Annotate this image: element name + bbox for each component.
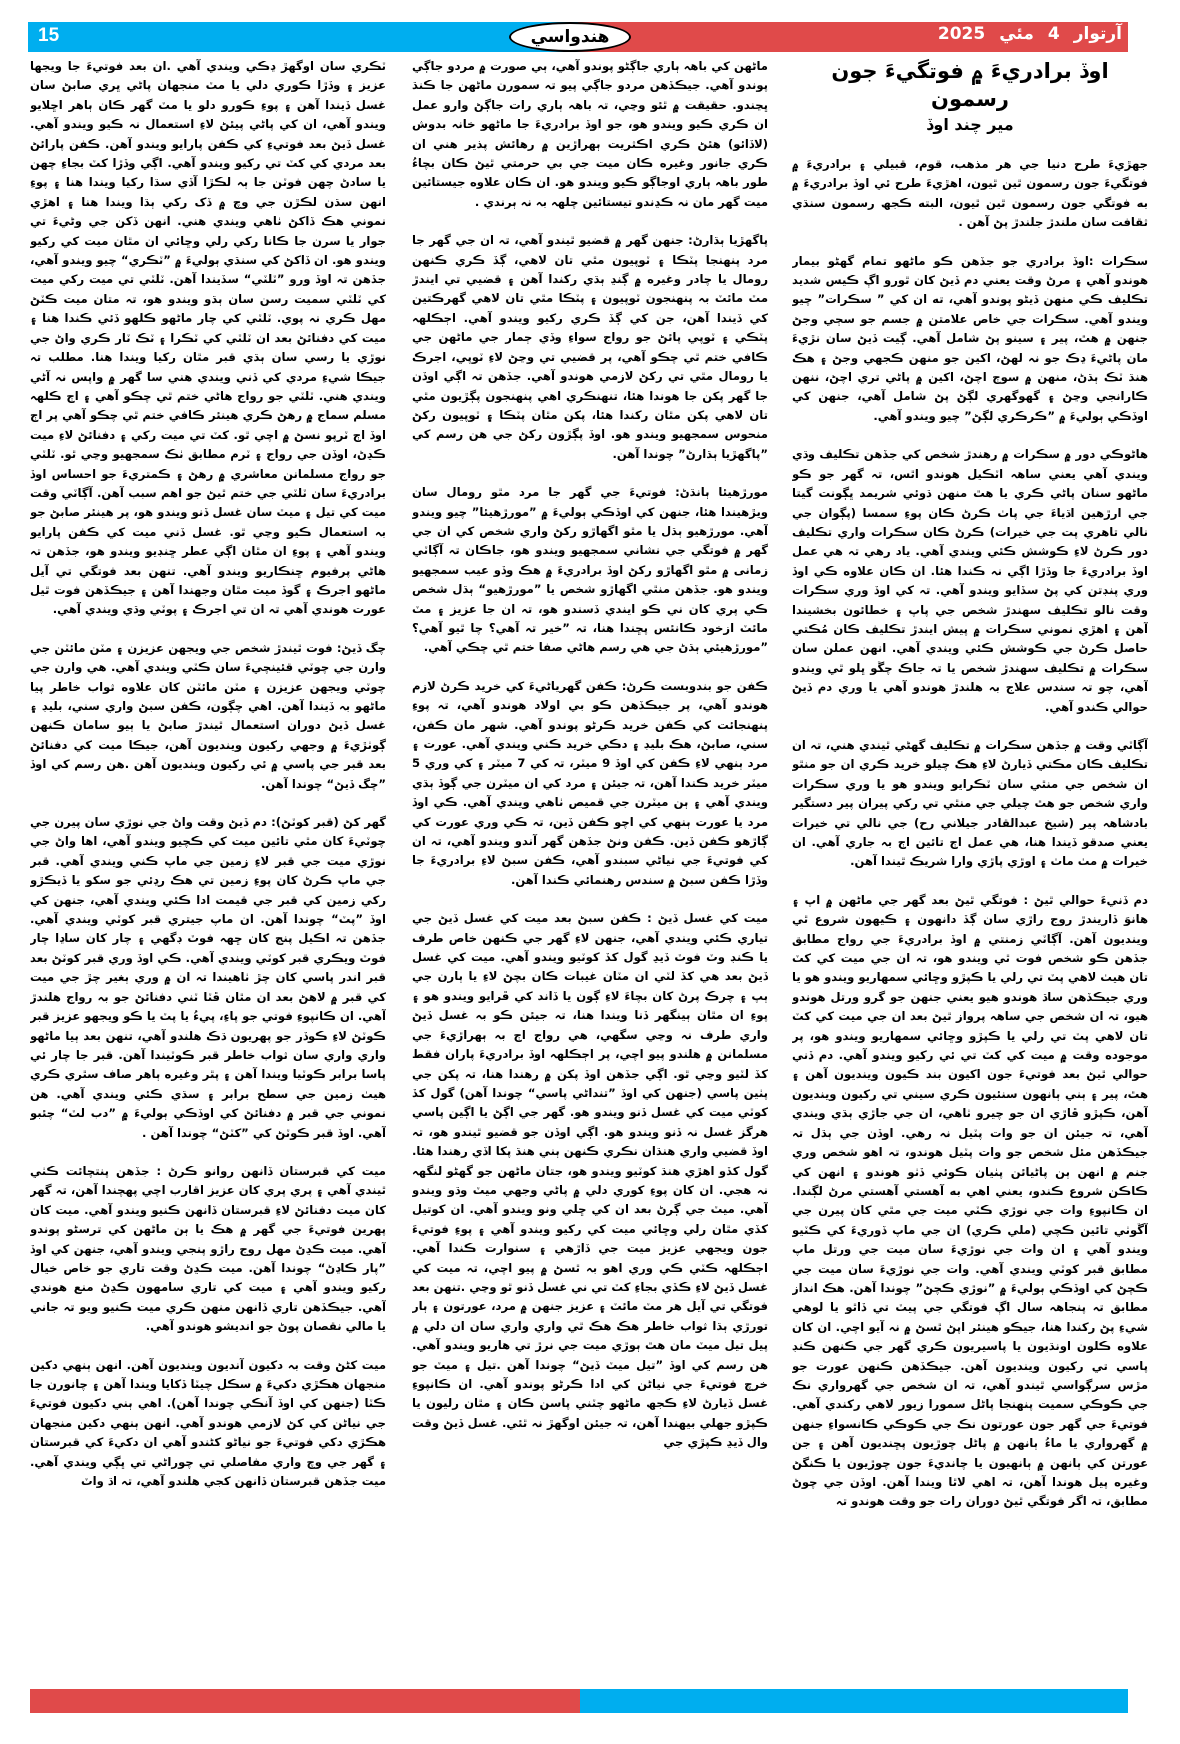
issue-year: 2025 bbox=[937, 24, 986, 44]
article-title: اوڏ برادريءَ ۾ فوتگيءَ جون رسمون bbox=[831, 59, 1109, 111]
header-red-segment bbox=[578, 22, 1128, 52]
page-number: 15 bbox=[38, 25, 60, 46]
issue-date-day: 4 bbox=[1047, 24, 1060, 44]
newspaper-logo: هندواسي bbox=[509, 22, 631, 52]
paragraph: سڪرات :اوڏ برادري جو جڏهن ڪو ماڻهو تمام گهڻو بيمار هوندو آهي ۽ مرڻ وقت يعني دم ڏيڻ کان ٿورو اڳ ڪيس شديد تڪليف ڪي منهن ڏيڻو پوندو آهي، ته ان کي ” سڪرات” چيو ويندو آهي. سڪرات جي خاص علامتن ۾ جسم جو سڄي وجڻ جنهن ۾ هٿ، پير ۽ سينو پڻ شامل آهي. ڳيت ڏيڻ سان نڙيءَ مان پاڻيءَ ڍڪ جو نہ لهڻ، اکين جو منهن ڪجهي وجڻ ۽ هڪ هنڌ ٽڪ ٻڌڻ، منهن ۾ سوڄ اچڻ، اکين ۾ پاڻي تري اچڻ، ننهن ڪارانجي وڃڻ ۽ گهوگهري لڳڻ پڻ شامل آهي، جنهن کي اوڏڪي ٻوليءَ ۾ ”ڪرڪري لڳڻ” چيو ويندو آهي. bbox=[792, 253, 1148, 423]
paragraph: هاڻوڪي دور ۾ سڪرات ۾ رهندڙ شخص کي جڏهن تڪليف وڌي ويندي آهي يعني ساهہ اٽڪيل هوندو اٿس، تہ گهر جو ڪو ماڻهو سنان پاڻي ڪري يا هٿ منهن ڌوئي شريمد ڀڳونت گيتا جي ارڙهين اڌياءَ جي پاٺ ڪرڻ ڪان پوءِ سمسا (پڳوان جي نالي تاهري پت جي خيرات) ڪرڻ ڪان سڪرات واري تڪليف دور ڪرڻ لاءِ ڪوشش ڪئي ويندي آهي. ياد رهي تہ هي عمل اوڏ برادريءَ جا وڏڙا اڳي نہ ڪندا هئا. ان ڪان علاوه ڪي اوڏ وري پنڊتن کي پڻ سڏايو ويندو آهي. تہ کي اوڏ وري سڪرات وقت نالو تڪليف سهندڙ شخص جي پاپ ۽ خطائون بخشيندا آهن ۽ اهڙي نموني سڪرات ۾ پيش ايندڙ تڪليف ڪان مُڪتي حاصل ڪرڻ جي ڪوشش ڪئي ويندي آهي. انهن عملن سان سڪرات ۾ تڪليف سهندڙ شخص يا تہ جاڪ چڱو ڀلو ٿي ويندو آهي، چو تہ سندس علاج بہ هلندڙ هوندو آهي يا وري دم ڏيڻ حوالي ڪندو آهي. bbox=[792, 447, 1148, 714]
article-author: مير چند اوڏ bbox=[926, 115, 1014, 134]
paragraph: ٽڪري سان اوگهڙ ڍڪي ويندي آهي .ان بعد فوتيءَ جا ويجها عزيز ۽ وڏڙا ڪوري دلي يا مٽ منجهان پاڻي ڀري صابڻ سان غسل ڏيندا آهن ۽ پوءِ ڪورو دلو يا مٽ گهر ڪان ٻاهر اڇلايو ويندو آهي، ان کي پاڻي پيئڻ لاءِ استعمال نہ ڪيو ويندو آهي. غسل ڏيڻ بعد فوتيءِ کي ڪفن پارايو ويندو آهن. ڪفن پارائڻ بعد مردي کي کٽ تي رکيو ويندو آهي. اڳي وڏڙا کٽ بجاءِ چهن يا سادڻ چهن فوٽن جا ٻہ لڪڙا آڏي سڌا رکيا ويندا هنا ۽ پوءِ انهن سڌن لڪڙن جي وچ ۾ ڏک رکي ٻڌا ويندا هنا ۽ اهڙي نموني هڪ ڏاکڻ ٺاهي ويندي هني. انهن ڏکن جي وڻيءَ تي جوار يا سرن جا ڪانا رکي رلي وڇائي ان مٿان ميت کي رکيو ويندو هو. ان ڏاکڻ کي سنڌي ٻوليءَ ۾ ”ٽڪري“ چيو ويندو آهي، جڏهن تہ اوڏ ورو ”ٽلٽي“ سڏيندا آهن. ٽلٽي تي ميت رکي ميت کي ٽلٽي سميت رسن سان ٻڌو ويندو هو، تہ متان ميت ڪٽڻ مهل ڪري نہ پوي. ٽلٽي کي چار ماڻهو ڪلهو ڏئي ڪندا هنا ۽ ميت کي دفنائڻ بعد ان ٽلٽي کي ٽڪرا ۽ ٽڪ ٽار ڪري واڻ جي نوڙي يا رسي سان ٻڌي قبر مٿان رکيا ويندا هنا. مطلب تہ جيڪا شيءِ مردي کي ڏني ويندي هني سا گهر ۾ واپس نہ آڻي ويندي هني. ٽلٽي جو رواج هاڻي ختم ٿي چڪو آهي ۽ اڄ ڪلهہ مسلم سماج ۾ رهڻ ڪري هينئر ڪافي ختم ٿي چڪو آهي پر اڄ اوڏ اڄ ٽرپو نسڻ ۾ اچي ٿو. کٽ تي ميت رکي ۽ دفنائڻ لاءِ ميت ڪڍڻ، اوڏن جي رواج ۽ ٽرم مطابق ٺڪ سمجهيو وڃي ٿو. ٽلٽي جو رواج مسلمانن معاشري ۾ رهڻ ۽ ڪمتريءَ جو احساس اوڏ برادريءَ سان ٽلٽي جي ختم ٿيڻ جو اهم سبب آهن. آڳاٽي وقت ميت کي تيل ۽ ميٽ سان غسل ڏنو ويندو هو، پر هينئر صابڻ جو بہ استعمال ڪيو وڃي ٿو. غسل ڏني ميت کي ڪفن پارايو ويندو آهي ۽ پوءِ ان مٿان اڳي عطر ڇنڊيو ويندو هو، جڏهن تہ هاڻي پرفيوم ڇنڪاريو ويندو آهي. تنهن بعد فوتگي تي آيل ماڻهو اجرڪ ۽ گوڏ ميت مٿان وجهندا آهن ۽ جيڪڏهن فوت ٿيل عورت هوندي آهي تہ ان تي اجرڪ ۽ پوٽي وڌي ويندي آهي. bbox=[30, 59, 386, 617]
paragraph: ميت کڻڻ وقت بہ دکيون آنديون وينديون آهن. انهن ٻنهي دکين منجهان هڪڙي دکيءَ ۾ سڪل چيٽا ڏکايا ويندا آهن ۽ چانورن جا ڪٽا (جنهن کي اوڏ آنڪي چوندا آهن). اهي ٻني دکيون فوتيءَ جي نياڻن کي کڻ لازمي هوندو آهي. انهن ٻنهي دکين منجهان هڪڙي دکي فوتيءَ جو نياڻو کڻندو آهي ان دکيءَ کي قبرستان ۽ گهر جي وچ واري مفاصلي تي چوراڻي تي ڀڳي ويندي آهي. ميت جڏهن قبرستان ڏانهن کجي هلندو آهي، تہ اڌ واٽ bbox=[30, 1357, 386, 1489]
footer-blue-segment bbox=[580, 1689, 1128, 1713]
paragraph: دم ڏنيءَ حوالي ٿيڻ : فوتگي ٿيڻ بعد گهر جي ماڻهن ۾ اپ ۽ هانوَ ڏاريندڙ روج راڙي سان ڳڏ دانهون ۽ ڪيهون شروع ٿي وينديون آهن. آڳاٽي زمنتي ۾ اوڏ برادريءَ جي رواج مطابق جڏهن ڪو شخص فوت ٿي ويندو هو، تہ ان جي ميت کي کٽ تان هيٺ لاهي پٽ تي رلي يا ڪپڙو وڇائي سمهاريو ويندو هو يا وري جيڪڏهن ساڌ هوندو هيو يعني جنهن جو گرو ورتل هوندو هيو، تہ ان شخص جي ساهہ پرواز ٿيڻ بعد ان جي ميت کي کٽ تان لاهي پٽ تي رلي يا ڪپڙو وڇائي سمهاريو ويندو هو، پر موجوده وقت ۾ ميت کي کٽ تي ئي رکيو ويندو آهي. دم ڏني حوالي ٿيڻ بعد فوتيءَ جون اکيون بند ڪيون وينديون آهن ۽ هٿ، پير ۽ ٻني ٻانهون سنئيون ڪري سيني تي رکيون وينديون آهن، ڪپڙو ڦاڙي ان جو چيرو ٺاهي، ان جي جاڙي ٻڌي ويندي آهي، تہ جيئن ان جو وات پٽيل نہ رهي. اوڏن جي ٻڌل تہ جيڪڏهن مئل شخص جو وات پٽيل هوندو، تہ اهو شخص وري جنم ۾ انهن ٻن پاڻيائن پٺيان ڪوئي ڏٺو هوندو ۽ انهن کي ڪاڪن شروع ڪندو، يعني اهي به آهستي آهستي مرڻ لڳندا. ان ڪانپوءِ وات جي نوڙي ڪٽي ميت جي مٿي کان پيرن جي آڱوٺي تائين ڪچي (ملي ڪري) ان جي ماپ ڏوريءَ کي ڪٽيو ويندو آهي ۽ ان وات جي نوڙيءَ سان ميت جي ورتل ماپ مطابق قبر کوٽي ويندي آهي. وات جي نوڙيءَ سان ميت جي ڪچڻ کي اوڏڪي ٻوليءَ ۾ ”نوڙي ڪچڻ” چوندا آهن. هڪ انداز مطابق تہ پنجاهہ سال اڳ فوتگي جي پيٽ تي ڏاٿو يا لوهي شيءِ پڻ رکندا هنا، جيڪو هينئر اپڻ ٿسڻ ۾ نہ آيو اچي. ان کان علاوه ڪلون اونڌيون يا پاسيريون ڪري گهر جي ڪنهن ڪنڊ پاسي تي رکيون وينديون آهن. جيڪڏهن ڪنهن عورت جو مڙس سرڳواسي ٿيندو آهي، تہ ان شخص جي گهرواري نڪ جي ڪوڪي سميت پنهنجا پاڻل سمورا زيور لاهي رکندي آهي. فوتيءَ جي گهر جون عورتون نڪ جي ڪوڪي ڪانسواءِ جنهن ۾ گهرواري يا ماءُ ٻانهن ۾ پاڻل چوڙيون پڇنديون آهن ۽ جن عورتن کي ٻانهن ۾ ٻانهيون يا چانديءَ جون چوڙيون يا ڪنگڻ وغيره پيل هوندا آهن، تہ اهي لاٿا ويندا آهن. اوڏن جي چوڻ مطابق، تہ اگر فوتگي ٿيڻ دوران رات جو وقت هوندو تہ bbox=[792, 892, 1148, 1509]
paragraph: مورڙهيئا ٻانڌڻ: فوتيءَ جي گهر جا مرد مٿو رومال سان ويڙهيندا هئا، جنهن کي اوڏڪي ٻوليءَ ۾ ”مورڙهيئا” چيو ويندو آهي. مورڙهيو ٻڌل يا مٿو اگهاڙو رکڻ واري شخص کي ان جي گهر ۾ فوتگي جي نشاني سمجهيو ويندو هو، جاڪان تہ آڳاٽي زمانی ۾ مٿو اگهاڙو رکڻ اوڏ برادريءَ ۾ هڪ وڏو عيب سمجهيو ويندو هو. جڏهن منٿي اگهاڙو شخص يا ”مورڙهيو“ ٻڌل شخص ڪي پري کان ني ڪو ايندي ڏسندو هو، تہ ان جا عزيز ۽ مٽ مائٽ ازخود ڪانئس پڇندا هنا، تہ ”خير تہ آهي؟ چا ٿيو آهي؟ ”مورڙهيئي ٻڌڻ جي هي رسم هاڻي صفا ختم ٿي چڪي آهي. bbox=[412, 485, 768, 655]
paragraph: ماڻهن کي باهہ ٻاري جاڳڻو پوندو آهي، ٻي صورت ۾ مردو جاڳي پوندو آهي. جيڪڏهن مردو جاڳي پيو تہ سمورن ماڻهن جا ڪنڌ ڀڃندو. حقيقت ۾ ٿئو وڃي، تہ باهہ ٻاري رات جاڳڻ وارو عمل ان ڪري ڪيو ويندو هو، جو اوڏ برادريءَ جا ماڻهو خانہ بدوش (لاڏائو) هئڻ ڪري اڪثريت ٻهراڙين ۾ رهائش پذير هني ان ڪري جانور وغيره ڪان ميت جي بي حرمتي ٿيڻ ڪان بچاءُ طور باهہ ٻاري اوجاڳو ڪيو ويندو هو. ان ڪان علاوه جيستائين ميت گهر مان نہ ڪڍندو تيستائين چلهہ بہ نہ ٻرندي . bbox=[412, 59, 768, 209]
paragraph: چگ ڏيڻ: فوت ٿيندڙ شخص جي ويجهن عزيزن ۽ مٽن مائٽن جي وارن جي چوٽي قئينچيءَ سان ڪٽي ويندي آهي. هي وارن جي چوٽي ويجهن عزيزن ۽ مٽن مائٽن کان علاوه ثواب خاطر پيا ماڻهو بہ ڏيندا آهن. اهي چڳون، ڪفن سبڻ واري سني، بليڊ ۽ غسل ڏيڻ دوران استعمال ٿيندڙ صابڻ يا ٻيو سامان ڪنهن ڳوٺڙيءَ ۾ وجهي رکيون وينديون آهن، جيڪا ميت کي دفنائڻ بعد قبر جي پاسي ۾ ئي رکيون وينديون آهن .هن رسم کي اوڏ ”چگ ڏيڻ“ چوندا آهن. bbox=[30, 640, 386, 791]
column-left bbox=[30, 57, 386, 1677]
header-blue-segment bbox=[28, 22, 578, 52]
column-middle bbox=[412, 57, 768, 1677]
paragraph: ڪفن جو بندوبست ڪرڻ: ڪفن گهرياڻيءَ کي خريد ڪرڻ لازم هوندو آهي، پر جيڪڏهن ڪو بي اولاد هوندو آهي، تہ پوءِ پنهنجائت کي ڪفن خريد ڪرڻو پوندو آهي. شهر مان ڪفن، سني، صابڻ، هڪ بليڊ ۽ دڪي خريد ڪني ويندي آهي. عورت ۽ مرد ٻنهي لاءِ ڪفن کي اوڏ 9 ميٽر، تہ کي 7 ميٽر ۽ کي وري 5 ميٽر خريد ڪندا آهن، تہ جيئن ۽ مرد کي ان ميٽرن جي ڳوڏ ٻڌي ويندي آهي ۽ ٻن ميٽرن جي قميص ٺاهي ويندي آهي. ڪي اوڏ مرد يا عورت ٻنهي کي اچو ڪفن ڏين، تہ ڪي وري عورت کي ڳاڙهو ڪفن ڏين. ڪفن ونڻ جڏهن گهر آندو ويندو آهي، تہ ان کي فوتيءَ جي نياڻي سبندو آهي، ڪفن سبڻ لاءِ برادريءَ جا وڏڙا ڪفن سبڻ ۾ سندس رهنمائي ڪندا آهن. bbox=[412, 678, 768, 887]
footer-band bbox=[30, 1689, 1128, 1713]
paragraph: جهڙيءَ طرح دنيا جي هر مذهب، قوم، قبيلي ۽ برادريءَ ۾ فوتگيءَ جون رسمون ٿين ٿيون، اهڙيءَ طرح ئي اوڏ برادريءَ ۾ به فوتگي جون رسمون ٿين ٿيون، البته ڪجھ رسمون سنڌي ثقافت سان ملندڙ جلندڙ پڻ آهن . bbox=[792, 157, 1148, 230]
paragraph: آڳاٽي وقت ۾ جڏهن سڪرات ۾ تڪليف گهڻي ٿيندي هني، تہ ان تڪليف ڪان مڪتي ڏيارڻ لاءِ هڪ چيلو خريد ڪري ان جو منٿو ان شخص جي منٿي سان ٽڪرايو ويندو هو يا وري سڪرات واري شخص جو هٿ چيلي جي منٿي تي رکي پيران پير دستگير بادشاهہ پير (شيخ عبدالقادر جيلاني رح) جي نالي تي خيرات يعني صدقو ڏيندا هنا، هي عمل اڄ تائين اڄ بہ جاري آهي. ان خيرات ۾ مٺ ماٺ ۽ اوڙي پاڙي وارا شريڪ ٿيندا آهن. bbox=[792, 737, 1148, 869]
paragraph: پاگهڙيا ٻڌارڻ: جنهن گهر ۾ قضيو ٿيندو آهي، تہ ان جي گهر جا مرد پنهنجا پٽڪا ۽ ٽوپيون مٿي تان لاهي، ڳڏ ڪري ڪنهن رومال يا چادر وغيره ۾ ڳنڍ ٻڌي رکندا آهن ۽ قضيي تي ايندڙ مٽ مائٽ بہ پنهنجون ٽوپيون ۽ پٽڪا مٿي تان لاهي گهرڪتين کي ڏيندا آهن، جن کي ڳڏ ڪري رکيو ويندو آهي. اڄڪلهہ پٽڪي ۽ ٽوپي پائڻ جو رواج سواءِ وڏي ڄمار جي ماڻهن جي ڪافي ختم ٿي چڪو آهي، پر قضيي تي وڃڻ لاءِ ٽوپي، اجرڪ يا رومال مٿي تي رکڻ لازمي هوندو آهي. جڏهن تہ اڳي اوڏن جا گهر پکن جا هوندا هئا، تنهنڪري اهي پنهنجون پڳڙيون مٿي تان لاهي پکن مٿان رکندا هئا، پکن مٿان پٽڪا ۽ ٽوپيون رکڻ منحوس سمجهيو ويندو هو. اوڏ پڳڙون رکڻ جي هن رسم کي ”پاگهڙيا ٻڌارڻ” چوندا آهن. bbox=[412, 233, 768, 461]
paragraph: ميت کي غسل ڏيڻ : ڪفن سبڻ بعد ميت کي غسل ڏيڻ جي تياري ڪئي ويندي آهي، جنهن لاءِ گهر جي ڪنهن خاص طرف يا ڪنڊ وٽ فوٽ ڏيڍ گول کڏ کوٽيو ويندو آهي. ميت کي غسل ڏيڻ بعد هي کڏ لٽي ان مٽان غيبات ڪان بچڻ لاءِ يا ٻارن جي ٻپ ۽ چرڪ پرڻ کان بچاءَ لاءِ ڳون يا ڏاند کي ڦرايو ويندو هو ۽ پوءِ ان مٿان ٻينگهر ڏنا ويندا هنا، تہ جيئن ڪو بہ غسل ڏيڻ واري طرف نہ وڃي سگهي، هي رواج اڄ بہ ٻهراڙيءَ جي مسلمانن ۾ هلندو پيو اچي، پر اڄڪلهہ اوڏ برادريءَ پاران فقط کڏ لٽيو وڃي ٿو. اڳي جڏهن اوڏ پکن ۾ رهندا هنا، تہ پکن جي پٺين پاسي (جنهن کي اوڏ ”تنداڻي پاسي“ چوندا آهن) گول کڏ کوٽي ميت کي غسل ڏنو ويندو هو. گهر جي اڳڻ يا اڳين پاسي هرگز غسل نہ ڏنو ويندو هو. اڳي اوڏن جو قضيو ٿيندو هو، تہ اوڏ قضيي واري هنڌان نڪري ڪنهن ٻني هنڌ پکا اڏي رهندا هئا. گول کڏو اهڙي هنڌ کوٽيو ويندو هو، جتان ماڻهن جو گهڻو لنگهہ نہ هجي. ان کان پوءِ کوري دلي ۾ پاڻي وجهي ميٽ وڌو ويندو آهي. ميٽ جي ڳرڻ بعد ان کي ڇلي ونو ويندو آهي. ان کوتيل کڏي مٿان رلي وڇائي ميت کي رکيو ويندو آهي ۽ پوءِ فوتيءَ جون ويجهي عزيز ميت جي ڏاڙهي ۽ سنوارت ڪندا آهي. اڄڪلهہ ڪٽي ڪي وري اهو بہ ٿسڻ ۾ پيو اچي، تہ ميت کي غسل ڏيڻ لاءِ ڪڏي بجاءِ کٽ تي ني غسل ڏنو ٿو وڃي .تنهن بعد فوتگي تي آيل هر مٽ مائٽ ۽ عزيز جنهن ۾ مرد، عورتون ۽ ٻار تورڙي ٻڌا ثواب خاطر هڪ هڪ ٿي واري واري سان ان دلي ۾ پيل تيل ميٽ مان هٿ ٻوڙي ميت جي نرڙ تي هاريو ويندو آهي. هن رسم کي اوڏ ”تيل ميٽ ڏيڻ“ چوندا آهن .تيل ۽ ميٽ جو خرچ فوتيءَ جي نياڻن کي ادا ڪرڻو پوندو آهي. ان ڪانپوءِ غسل ڏيارڻ لاءِ ڪجھ ماڻهو چٽني پاسن ڪان ۽ مٿان رليون يا ڪپڙو جهلي بيهندا آهن، تہ جيئن اوگهڙ نہ ٿئي. غسل ڏيڻ وقت وال ڏيڍ ڪپڙي جي bbox=[412, 911, 768, 1450]
column-right bbox=[792, 57, 1148, 1677]
issue-day: آرتوار bbox=[1073, 24, 1122, 44]
issue-month: مئي bbox=[999, 24, 1034, 44]
paragraph: ميت کي قبرستان ڏانهن روانو ڪرڻ : جڏهن پنتچائت ڪٺي ٿيندي آهي ۽ پري پري کان عزيز اقارب اچي پهچندا آهن، تہ گهر کان ميت دفنائڻ لاءِ قبرستان ڏانهن ڪنيو ويندو آهي. ميت کان پهرين فوتيءَ جي گهر ۾ هڪ يا ٻن ماڻهن کي ترسڻو پوندو آهي. ميت ڪڍڻ مهل روج راڙو پنجي ويندو آهي، جنهن کي اوڏ ”پار ڪاڍڻ“ چوندا آهن. ميت ڪڍڻ وقت تاري جو خاص خيال رکيو ويندو آهي ۽ ميت کي تاري سامهون ڪڍڻ منع هوندي آهي. جيڪڏهن تاري ڏانهن منهن ڪري ميت ڪنيو ويو تہ جاني يا مالي نقصان پوڻ جو انديشو هوندو آهي. bbox=[30, 1163, 386, 1334]
paragraph: گهر کڻ (قبر کوٽڻ): دم ڏيڻ وقت واڻ جي نوڙي سان پيرن جي چوٽيءَ کان مٿي تائين ميت کي ڪچيو ويندو آهي، اها واڻ جي نوڙي ميت جي قبر لاءِ زمين جي ماپ ڪني ويندي آهي. قبر جي ماپ ڪرڻ کان پوءِ زمين تي هڪ رڍئي جو سکو يا ڏيڪڙو رکي زمين کي قبر جي قيمت ادا ڪئي ويندي آهي، جنهن کي اوڏ ”پٽ“ چوندا آهن. ان ماپ جيتري قبر کوٽي ويندي آهي. جڏهن تہ اڪيل پنج کان ڇهہ فوٽ ڊگهي ۽ چار کان ساڍا چار فوٽ ويڪري قبر کوٽي ويندي آهي. ڪي اوڏ وري قبر کوٽڻ بعد قبر اندر پاسي کان چڙ ٺاهيندا تہ ان ۾ وري ٻغير چڙ جي ميت کي قبر ۾ لاهڻ بعد ان مٿان ڦٽا ٽني دفنائڻ جو بہ رواج هلندڙ آهي. ان ڪانپوءِ فوتي جو پاءِ، پيءُ يا پٽ يا ڪو ويجهو عزيز قبر ڪوٽڻ لاءِ ڪوڏر جو پهريون ڌڪ هلندو آهي، تنهن بعد ٻيا ماڻهو واري واري سان ثواب خاطر قبر ڪوٽيندا آهن. قبر جا چار ئي پاسا برابر ڪوٽيا ويندا آهن ۽ پٿر وغيره ٻاهر صاف سٿري ڪري هيٺ زمين جي سطح برابر ۽ سڌي ڪئي ويندي آهي. هن نموني جي قبر ۾ دفنائڻ کي اوڏڪي ٻوليءَ ۾ ”دب لٽ“ چئبو آهي. اوڏ قبر ڪوٽڻ کي ”کٽڻ“ چوندا آهن . bbox=[30, 815, 386, 1140]
issue-date bbox=[938, 24, 1122, 44]
footer-red-segment bbox=[30, 1689, 580, 1713]
